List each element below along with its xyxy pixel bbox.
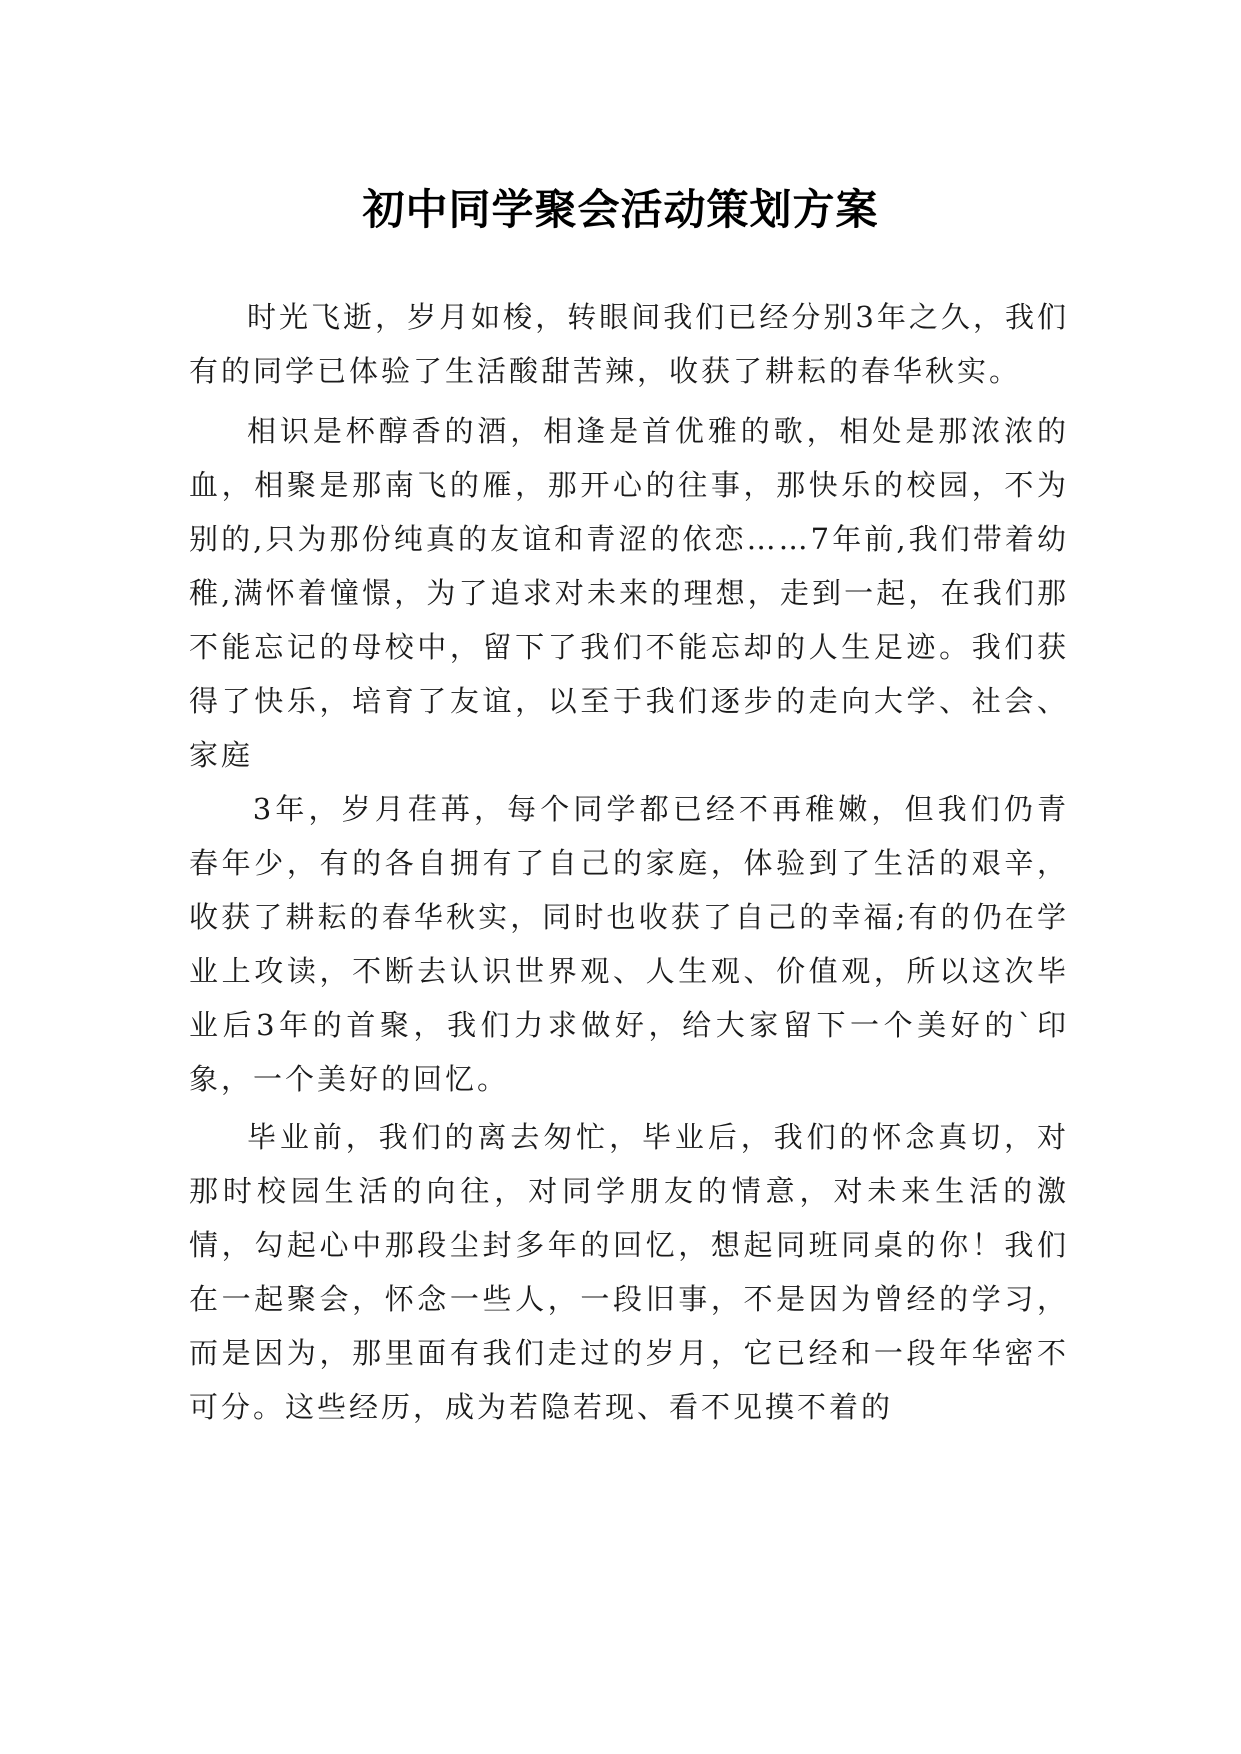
paragraph-3: 3年，岁月荏苒，每个同学都已经不再稚嫩，但我们仍青春年少，有的各自拥有了自己的家庭，体验到了生活的艰辛，收获了耕耘的春华秋实，同时也收获了自己的幸福;有的仍在学业上攻读，不断去认识世界观、人生观、价值观，所以这次毕业后3年的首聚，我们力求做好，给大家留下一个美好的`印象，一个美好的回忆。 [189,792,1069,1096]
paragraph-2: 相识是杯醇香的酒，相逢是首优雅的歌，相处是那浓浓的血，相聚是那南飞的雁，那开心的往事，那快乐的校园，不为别的,只为那份纯真的友谊和青涩的依恋……7年前,我们带着幼稚,满怀着憧憬，为了追求对未来的理想，走到一起，在我们那不能忘记的母校中，留下了我们不能忘却的人生足迹。我们获得了快乐，培育了友谊，以至于我们逐步的走向大学、社会、家庭 [189,414,1069,772]
paragraph-1: 时光飞逝，岁月如梭，转眼间我们已经分别3年之久，我们有的同学已体验了生活酸甜苦辣，收获了耕耘的春华秋实。 [189,300,1069,388]
document-body [189,290,1069,1434]
document-title: 初中同学聚会活动策划方案 [362,185,879,235]
paragraph-4: 毕业前，我们的离去匆忙，毕业后，我们的怀念真切，对那时校园生活的向往，对同学朋友的情意，对未来生活的激情，勾起心中那段尘封多年的回忆，想起同班同桌的你！我们在一起聚会，怀念一些人，一段旧事，不是因为曾经的学习，而是因为，那里面有我们走过的岁月，它已经和一段年华密不可分。这些经历，成为若隐若现、看不见摸不着的 [189,1120,1069,1424]
